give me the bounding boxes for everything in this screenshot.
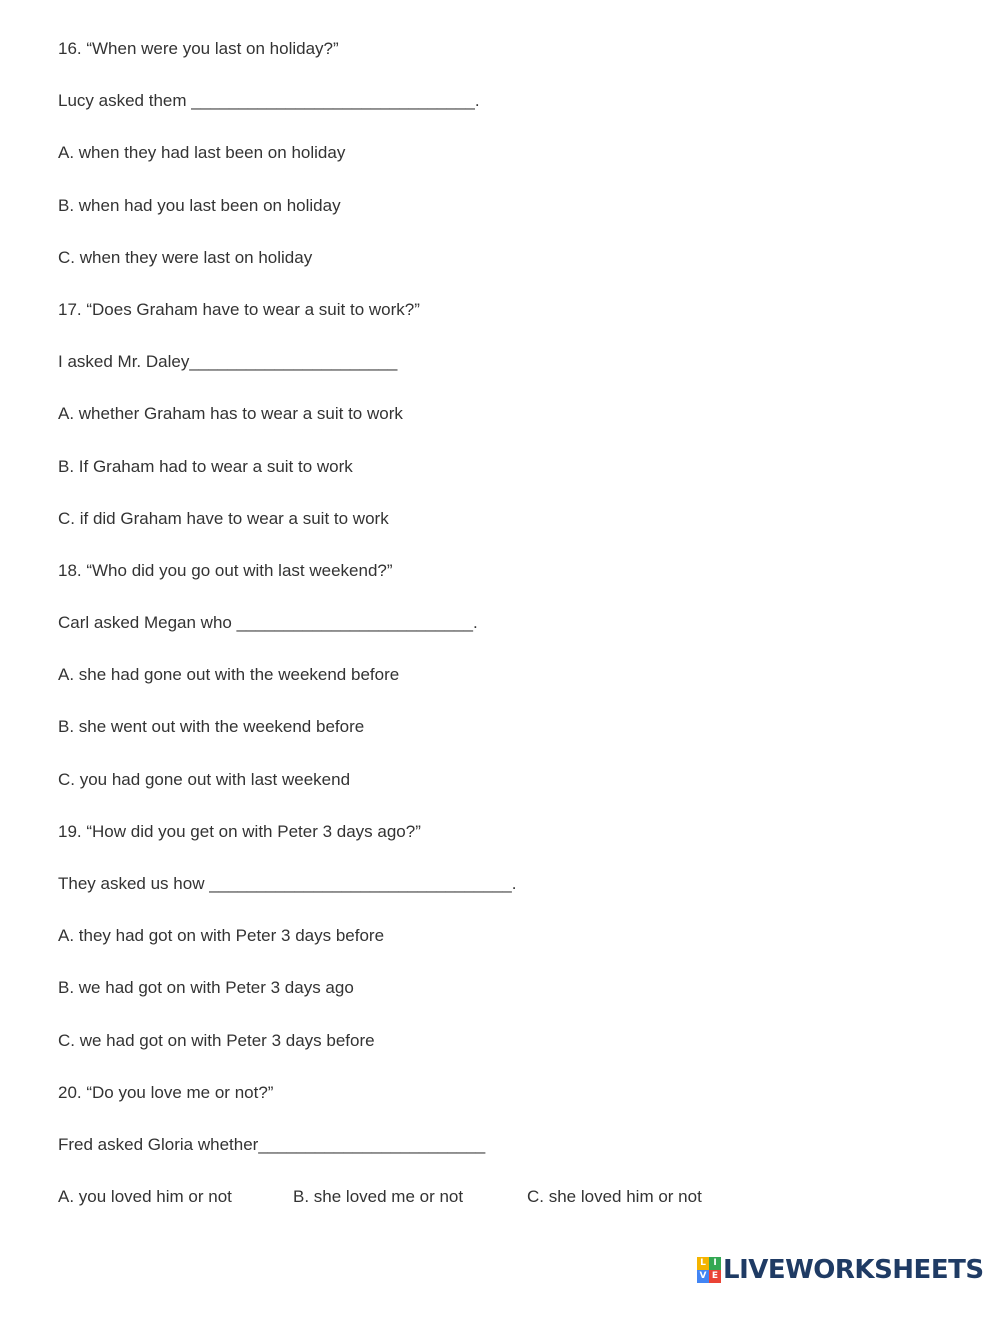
logo-mark-letter: V bbox=[697, 1270, 709, 1283]
q20-prompt: 20. “Do you love me or not?” bbox=[58, 1082, 274, 1102]
q16-option-a: A. when they had last been on holiday bbox=[58, 143, 346, 163]
q18-option-c: C. you had gone out with last weekend bbox=[58, 769, 351, 789]
q17-stem: I asked Mr. Daley______________________ bbox=[58, 352, 398, 372]
q19-option-c: C. we had got on with Peter 3 days before bbox=[58, 1030, 375, 1050]
q19-stem: They asked us how ________________________________. bbox=[58, 874, 517, 893]
q19-option-a: A. they had got on with Peter 3 days before bbox=[58, 926, 385, 946]
q19-prompt: 19. “How did you get on with Peter 3 days ago?” bbox=[58, 821, 421, 841]
logo-mark-icon bbox=[697, 1257, 721, 1283]
q20-stem: Fred asked Gloria whether________________________ bbox=[58, 1134, 486, 1154]
q16-option-b: B. when had you last been on holiday bbox=[58, 195, 341, 215]
q17-option-b: B. If Graham had to wear a suit to work bbox=[58, 456, 353, 476]
q20-option-c: C. she loved him or not bbox=[527, 1187, 702, 1207]
q18-stem: Carl asked Megan who _________________________. bbox=[58, 613, 478, 633]
logo-mark-letter: L bbox=[697, 1257, 709, 1270]
liveworksheets-logo bbox=[697, 1255, 984, 1285]
q16-prompt: 16. “When were you last on holiday?” bbox=[58, 39, 339, 58]
logo-mark-letter: I bbox=[709, 1257, 721, 1270]
q20-options bbox=[58, 1182, 958, 1212]
worksheet bbox=[58, 34, 958, 1212]
q18-option-b: B. she went out with the weekend before bbox=[58, 717, 365, 737]
q17-option-c: C. if did Graham have to wear a suit to work bbox=[58, 508, 389, 528]
q18-option-a: A. she had gone out with the weekend before bbox=[58, 665, 400, 685]
logo-mark-letter: E bbox=[709, 1270, 721, 1283]
q17-prompt: 17. “Does Graham have to wear a suit to work?” bbox=[58, 299, 420, 319]
q20-option-a: A. you loved him or not bbox=[58, 1187, 232, 1207]
q16-option-c: C. when they were last on holiday bbox=[58, 247, 313, 267]
q17-option-a: A. whether Graham has to wear a suit to work bbox=[58, 404, 403, 424]
q16-stem: Lucy asked them ______________________________. bbox=[58, 91, 480, 111]
logo-text: LIVEWORKSHEETS bbox=[723, 1255, 984, 1285]
q18-prompt: 18. “Who did you go out with last weekend?” bbox=[58, 560, 393, 580]
q19-option-b: B. we had got on with Peter 3 days ago bbox=[58, 978, 354, 998]
q20-option-b: B. she loved me or not bbox=[293, 1187, 464, 1207]
